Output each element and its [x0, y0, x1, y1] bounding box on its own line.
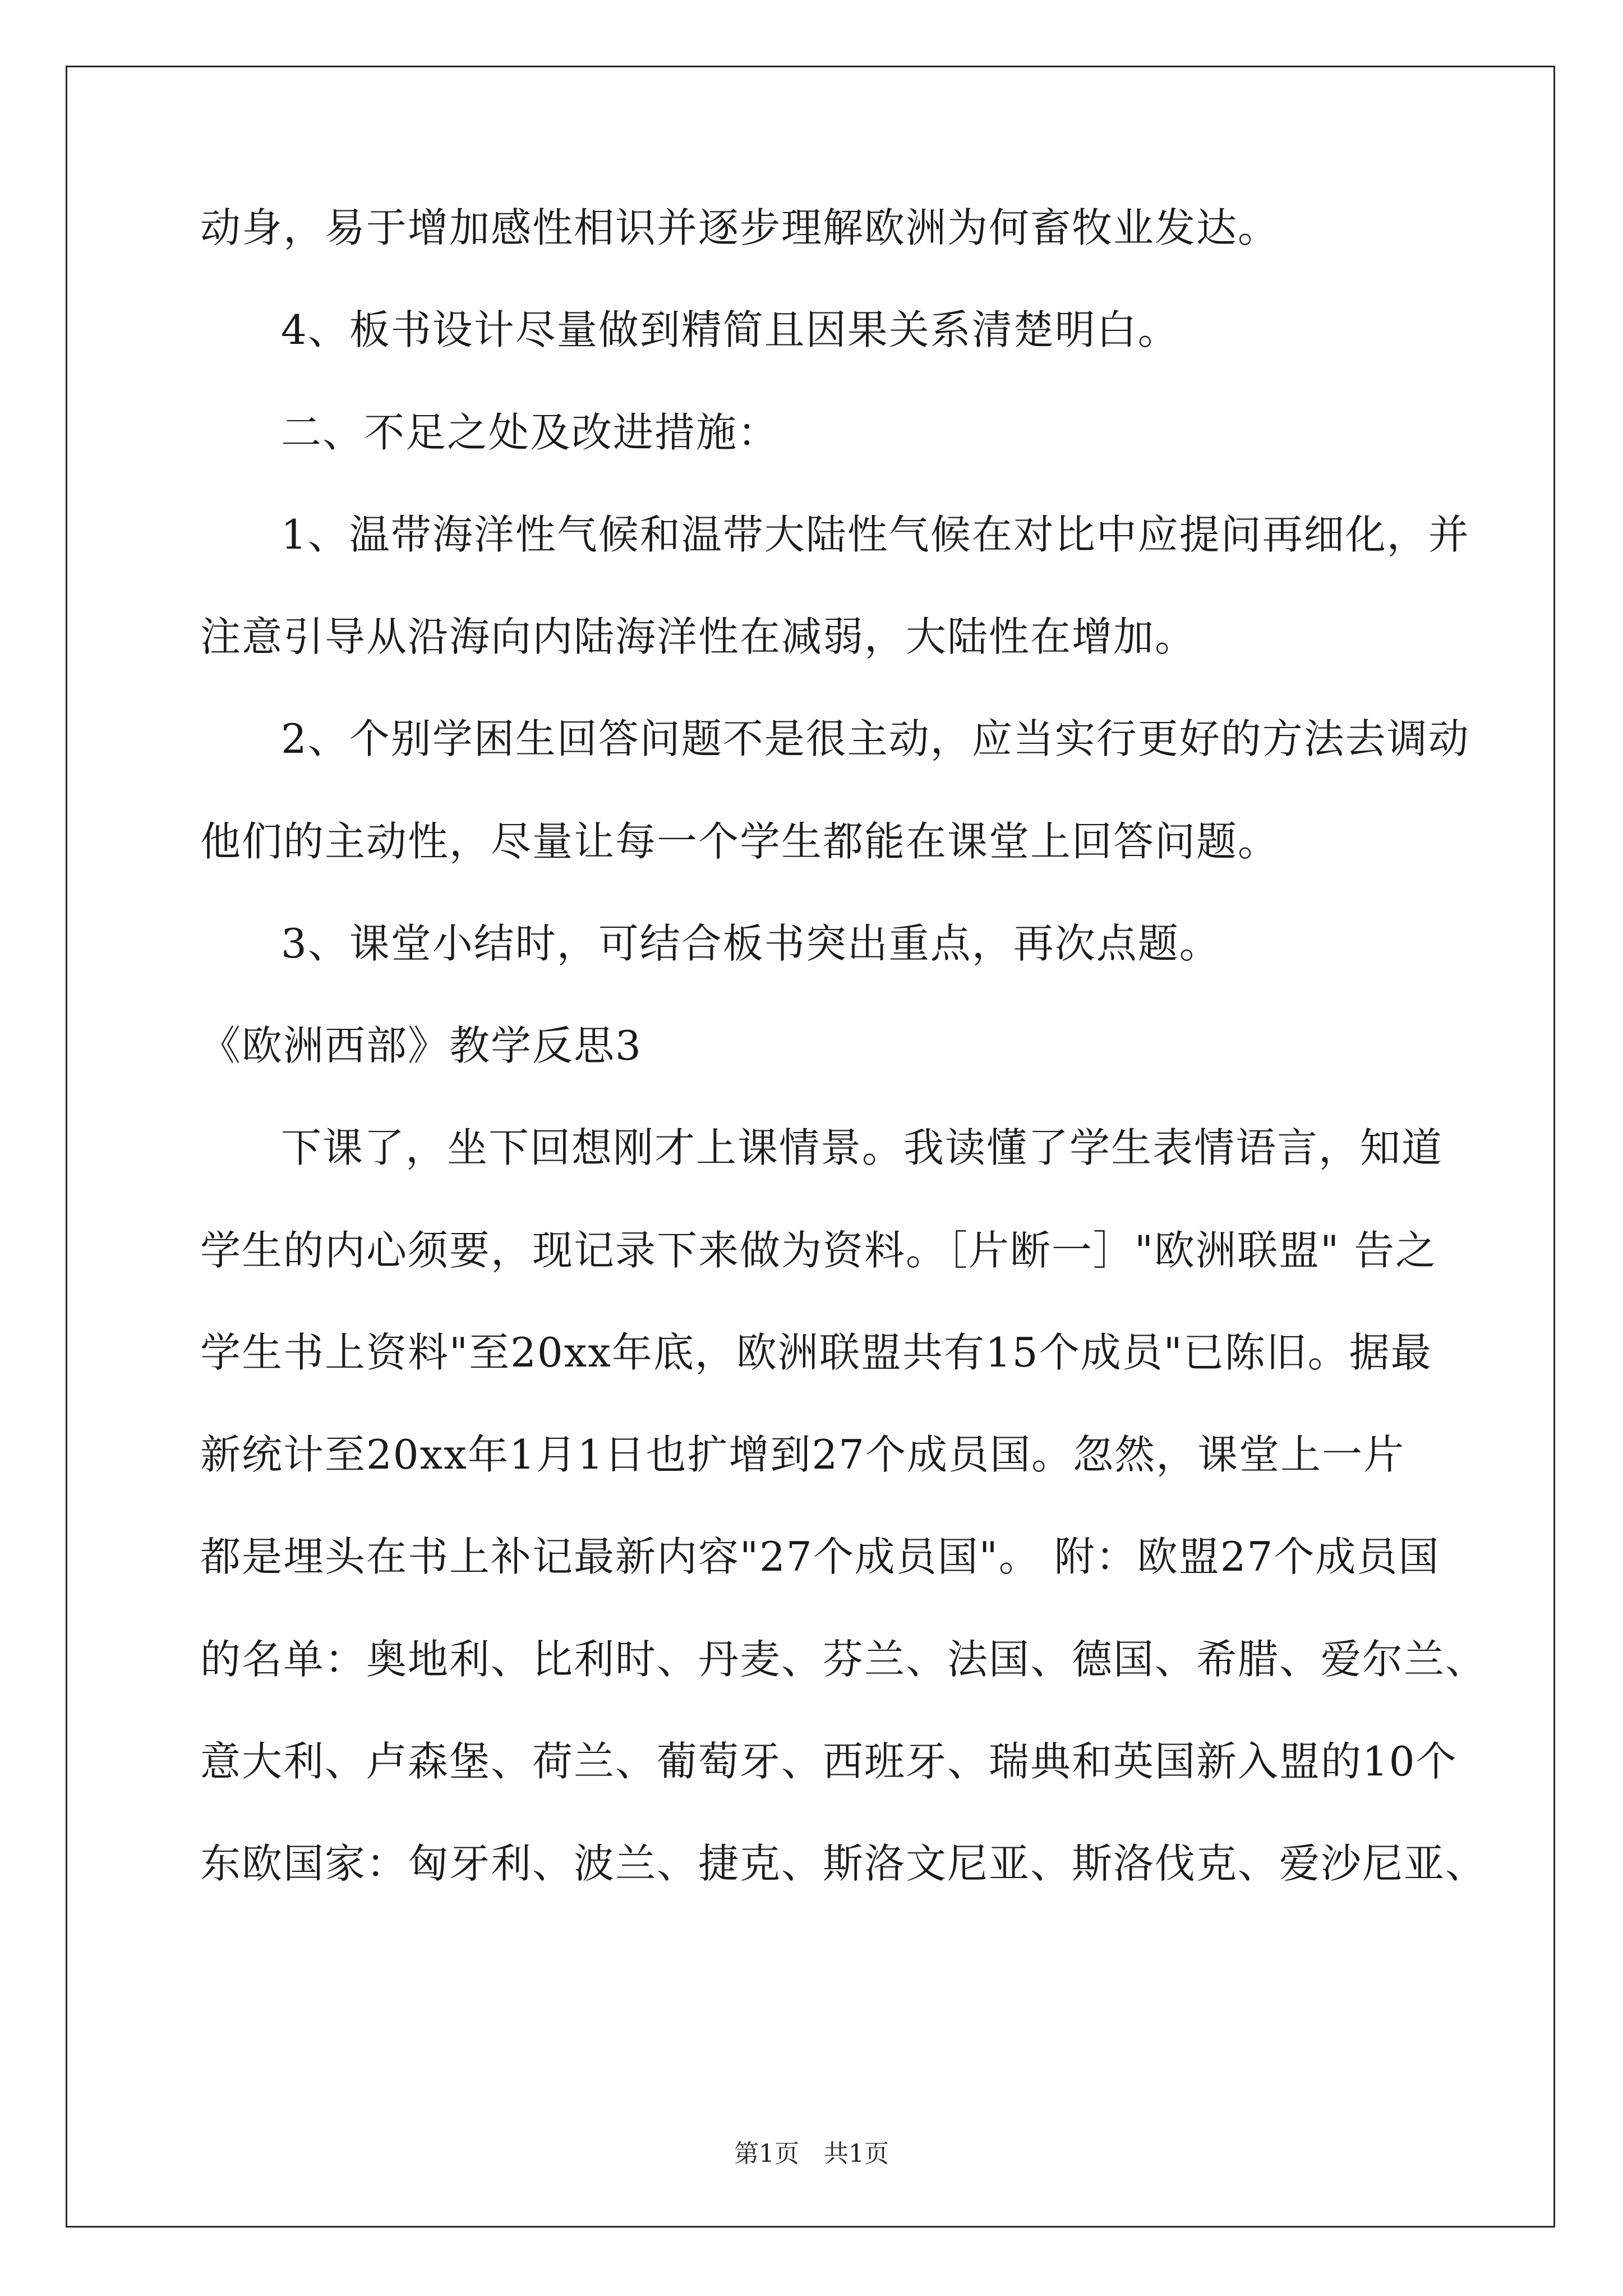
- text-line: 学生书上资料"至20xx年底，欧洲联盟共有15个成员"已陈旧。据最: [200, 1329, 1432, 1376]
- text-line: 东欧国家：匈牙利、波兰、捷克、斯洛文尼亚、斯洛伐克、爱沙尼亚、: [200, 1840, 1487, 1887]
- text-line-point-2-cont: 他们的主动性，尽量让每一个学生都能在课堂上回答问题。: [200, 818, 1280, 865]
- page-number-footer: 第1页 共1页: [734, 2139, 889, 2168]
- text-line: 都是埋头在书上补记最新内容"27个成员国"。 附：欧盟27个成员国: [200, 1533, 1440, 1580]
- text-line-continuation: 动身，易于增加感性相识并逐步理解欧洲为何畜牧业发达。: [200, 204, 1280, 251]
- text-line-point-1: 1、温带海洋性气候和温带大陆性气候在对比中应提问再细化，并: [281, 511, 1470, 558]
- text-line-point-4: 4、板书设计尽量做到精简且因果关系清楚明白。: [281, 306, 1179, 353]
- text-line-paragraph-start: 下课了，坐下回想刚才上课情景。我读懂了学生表情语言，知道: [281, 1124, 1444, 1171]
- document-body: [200, 202, 1487, 1889]
- text-line: 意大利、卢森堡、荷兰、葡萄牙、西班牙、瑞典和英国新入盟的10个: [200, 1738, 1458, 1785]
- text-line: 学生的内心须要，现记录下来做为资料。［片断一］"欧洲联盟" 告之: [200, 1227, 1437, 1274]
- section-title-reflection-3: 《欧洲西部》教学反思3: [200, 1022, 642, 1069]
- text-line-point-3: 3、课堂小结时，可结合板书突出重点，再次点题。: [281, 920, 1221, 967]
- text-line: 的名单：奥地利、比利时、丹麦、芬兰、法国、德国、希腊、爱尔兰、: [200, 1636, 1487, 1683]
- text-line-point-1-cont: 注意引导从沿海向内陆海洋性在减弱，大陆性在增加。: [200, 613, 1197, 660]
- text-line: 新统计至20xx年1月1日也扩增到27个成员国。忽然，课堂上一片: [200, 1431, 1405, 1478]
- text-line-point-2: 2、个别学困生回答问题不是很主动，应当实行更好的方法去调动: [281, 715, 1470, 762]
- section-heading-shortcomings: 二、不足之处及改进措施：: [281, 409, 780, 456]
